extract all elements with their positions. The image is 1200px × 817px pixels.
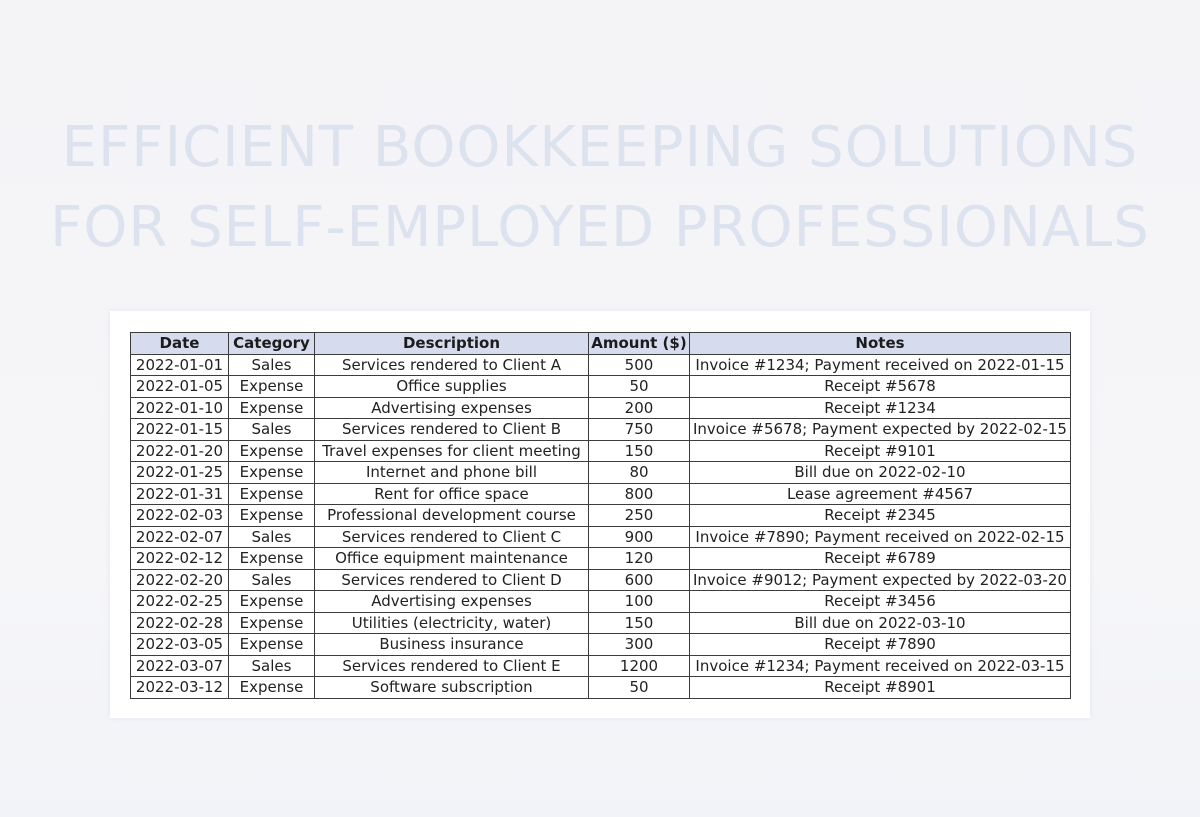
cell-amount: 120: [589, 548, 690, 570]
cell-description: Travel expenses for client meeting: [315, 440, 589, 462]
cell-category: Expense: [229, 440, 315, 462]
cell-category: Sales: [229, 526, 315, 548]
table-row: [131, 526, 1071, 548]
column-header-category: Category: [229, 333, 315, 355]
cell-date: 2022-03-07: [131, 655, 229, 677]
page-title-line-2: FOR SELF-EMPLOYED PROFESSIONALS: [50, 195, 1150, 260]
table-row: [131, 354, 1071, 376]
cell-category: Expense: [229, 634, 315, 656]
cell-amount: 600: [589, 569, 690, 591]
cell-notes: Receipt #9101: [690, 440, 1071, 462]
table-row: [131, 548, 1071, 570]
cell-notes: Receipt #1234: [690, 397, 1071, 419]
cell-amount: 300: [589, 634, 690, 656]
cell-description: Services rendered to Client B: [315, 419, 589, 441]
page-title-line-1: EFFICIENT BOOKKEEPING SOLUTIONS: [61, 115, 1139, 180]
cell-date: 2022-02-20: [131, 569, 229, 591]
cell-amount: 500: [589, 354, 690, 376]
cell-description: Utilities (electricity, water): [315, 612, 589, 634]
table-row: [131, 591, 1071, 613]
cell-category: Expense: [229, 397, 315, 419]
cell-category: Expense: [229, 677, 315, 699]
cell-date: 2022-01-01: [131, 354, 229, 376]
table-row: [131, 376, 1071, 398]
column-header-amount: Amount ($): [589, 333, 690, 355]
cell-description: Services rendered to Client A: [315, 354, 589, 376]
cell-date: 2022-01-31: [131, 483, 229, 505]
cell-notes: Receipt #3456: [690, 591, 1071, 613]
cell-amount: 1200: [589, 655, 690, 677]
cell-date: 2022-01-20: [131, 440, 229, 462]
cell-notes: Invoice #5678; Payment expected by 2022-02-15: [690, 419, 1071, 441]
cell-category: Expense: [229, 505, 315, 527]
cell-date: 2022-02-03: [131, 505, 229, 527]
table-row: [131, 397, 1071, 419]
table-row: [131, 655, 1071, 677]
cell-notes: Lease agreement #4567: [690, 483, 1071, 505]
table-row: [131, 419, 1071, 441]
column-header-description: Description: [315, 333, 589, 355]
cell-description: Business insurance: [315, 634, 589, 656]
cell-description: Advertising expenses: [315, 591, 589, 613]
cell-date: 2022-03-12: [131, 677, 229, 699]
page-title: [0, 108, 1200, 268]
cell-description: Office equipment maintenance: [315, 548, 589, 570]
cell-description: Office supplies: [315, 376, 589, 398]
cell-description: Services rendered to Client E: [315, 655, 589, 677]
cell-amount: 100: [589, 591, 690, 613]
cell-date: 2022-01-05: [131, 376, 229, 398]
cell-notes: Receipt #2345: [690, 505, 1071, 527]
cell-date: 2022-01-15: [131, 419, 229, 441]
cell-date: 2022-01-25: [131, 462, 229, 484]
cell-amount: 80: [589, 462, 690, 484]
cell-description: Internet and phone bill: [315, 462, 589, 484]
cell-category: Expense: [229, 376, 315, 398]
cell-amount: 50: [589, 677, 690, 699]
cell-notes: Invoice #7890; Payment received on 2022-02-15: [690, 526, 1071, 548]
table-row: [131, 483, 1071, 505]
cell-category: Expense: [229, 483, 315, 505]
spreadsheet-card: [110, 311, 1090, 718]
bookkeeping-table: [130, 332, 1071, 699]
cell-description: Software subscription: [315, 677, 589, 699]
cell-amount: 150: [589, 440, 690, 462]
table-row: [131, 569, 1071, 591]
cell-notes: Invoice #1234; Payment received on 2022-03-15: [690, 655, 1071, 677]
cell-category: Sales: [229, 354, 315, 376]
cell-category: Expense: [229, 548, 315, 570]
cell-description: Professional development course: [315, 505, 589, 527]
cell-date: 2022-02-07: [131, 526, 229, 548]
table-body: [131, 354, 1071, 698]
cell-description: Services rendered to Client D: [315, 569, 589, 591]
table-row: [131, 677, 1071, 699]
cell-category: Expense: [229, 462, 315, 484]
cell-notes: Bill due on 2022-02-10: [690, 462, 1071, 484]
cell-category: Sales: [229, 655, 315, 677]
cell-date: 2022-02-25: [131, 591, 229, 613]
cell-amount: 750: [589, 419, 690, 441]
cell-amount: 200: [589, 397, 690, 419]
cell-notes: Receipt #7890: [690, 634, 1071, 656]
table-row: [131, 612, 1071, 634]
cell-category: Expense: [229, 591, 315, 613]
cell-amount: 150: [589, 612, 690, 634]
cell-category: Sales: [229, 569, 315, 591]
table-row: [131, 505, 1071, 527]
cell-notes: Receipt #8901: [690, 677, 1071, 699]
cell-description: Advertising expenses: [315, 397, 589, 419]
table-row: [131, 440, 1071, 462]
cell-amount: 800: [589, 483, 690, 505]
table-row: [131, 634, 1071, 656]
cell-date: 2022-03-05: [131, 634, 229, 656]
cell-description: Services rendered to Client C: [315, 526, 589, 548]
table-row: [131, 462, 1071, 484]
column-header-notes: Notes: [690, 333, 1071, 355]
cell-category: Expense: [229, 612, 315, 634]
column-header-date: Date: [131, 333, 229, 355]
cell-amount: 50: [589, 376, 690, 398]
cell-date: 2022-02-12: [131, 548, 229, 570]
cell-description: Rent for office space: [315, 483, 589, 505]
cell-category: Sales: [229, 419, 315, 441]
table-header-row: [131, 333, 1071, 355]
cell-date: 2022-02-28: [131, 612, 229, 634]
cell-notes: Receipt #6789: [690, 548, 1071, 570]
cell-notes: Invoice #1234; Payment received on 2022-01-15: [690, 354, 1071, 376]
cell-amount: 900: [589, 526, 690, 548]
cell-date: 2022-01-10: [131, 397, 229, 419]
cell-notes: Bill due on 2022-03-10: [690, 612, 1071, 634]
cell-notes: Receipt #5678: [690, 376, 1071, 398]
cell-notes: Invoice #9012; Payment expected by 2022-03-20: [690, 569, 1071, 591]
cell-amount: 250: [589, 505, 690, 527]
